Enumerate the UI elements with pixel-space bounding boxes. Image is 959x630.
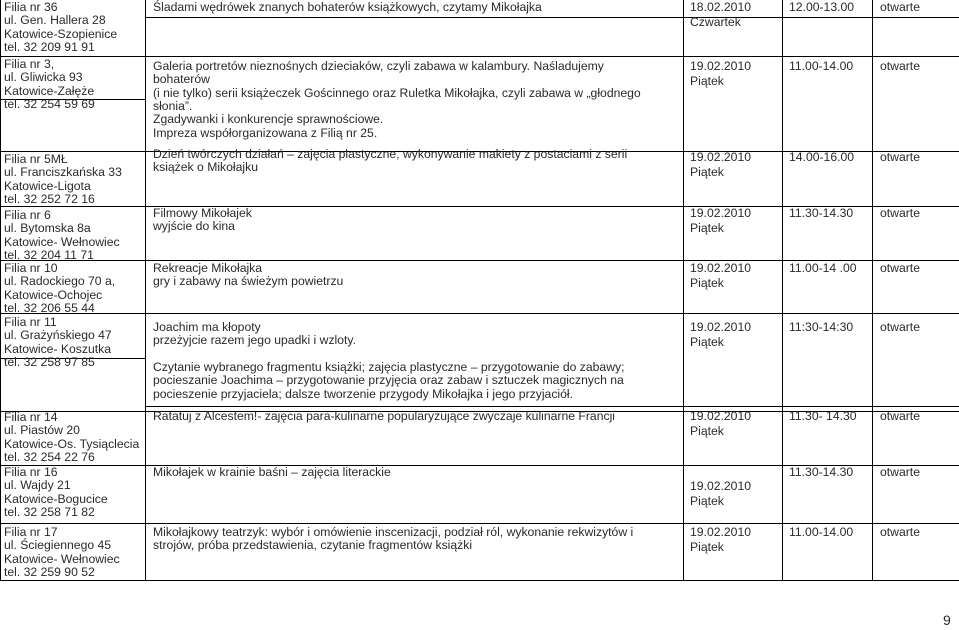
row-rule-left bbox=[0, 580, 146, 581]
time-cell: 14.00-16.00 bbox=[789, 150, 855, 164]
date-cell: 19.02.2010 bbox=[690, 479, 751, 493]
branch-line: tel. 32 206 55 44 bbox=[4, 300, 95, 315]
date-cell: 19.02.2010 bbox=[690, 409, 751, 423]
branch-line: Filia nr 6 bbox=[4, 208, 51, 222]
time-cell: 11.00-14.00 bbox=[789, 525, 854, 539]
branch-line: tel. 32 259 90 52 bbox=[4, 564, 95, 579]
weekday-cell: Czwartek bbox=[690, 15, 741, 29]
event-line: Śladami wędrówek znanych bohaterów książkowych, czytamy Mikołajka bbox=[153, 0, 542, 14]
status-cell: otwarte bbox=[880, 261, 920, 275]
time-cell: 11.00-14 .00 bbox=[789, 261, 857, 275]
branch-line: Filia nr 14 bbox=[4, 410, 58, 424]
weekday-cell: Piątek bbox=[690, 494, 724, 508]
date-cell: 19.02.2010 bbox=[690, 59, 751, 73]
branch-line: tel. 32 254 22 76 bbox=[4, 449, 95, 464]
branch-line: tel. 32 254 59 69 bbox=[4, 96, 95, 111]
row-rule-right bbox=[145, 406, 959, 407]
branch-line: Katowice-Os. Tysiąclecia bbox=[4, 436, 140, 451]
row-rule-right bbox=[145, 56, 959, 57]
event-line: Dzień twórczych działań – zajęcia plastyczne, wykonywanie makiety z postaciami z serii bbox=[153, 147, 628, 161]
branch-line: Katowice-Ochojec bbox=[4, 287, 103, 302]
weekday-cell: Piątek bbox=[690, 540, 724, 554]
weekday-cell: Piątek bbox=[690, 165, 724, 179]
column-rule-3 bbox=[782, 0, 783, 581]
status-cell: otwarte bbox=[880, 525, 920, 539]
weekday-cell: Piątek bbox=[690, 424, 724, 438]
event-line: przeżyjcie razem jego upadki i wzloty. bbox=[153, 333, 356, 348]
branch-line: ul. Piastów 20 bbox=[4, 423, 80, 438]
event-line: wyjście do kina bbox=[153, 219, 235, 234]
branch-line: tel. 32 258 71 82 bbox=[4, 504, 95, 519]
branch-line: ul. Radockiego 70 a, bbox=[4, 274, 116, 289]
event-line: strojów, próba przedstawienia, czytanie fragmentów książki bbox=[153, 538, 473, 553]
time-cell: 11.30-14.30 bbox=[789, 465, 854, 479]
branch-line: tel. 32 252 72 16 bbox=[4, 191, 95, 206]
time-cell: 11.30- 14.30 bbox=[789, 409, 857, 423]
branch-line: Katowice-Załęże bbox=[4, 83, 95, 98]
event-line: Rekreacje Mikołajka bbox=[153, 261, 263, 275]
row-rule-right bbox=[145, 523, 959, 524]
column-rule-4 bbox=[872, 0, 873, 581]
status-cell: otwarte bbox=[880, 206, 920, 220]
weekday-cell: Piątek bbox=[690, 74, 724, 88]
branch-line: tel. 32 204 11 71 bbox=[4, 247, 94, 262]
column-rule-1 bbox=[145, 0, 146, 581]
branch-line: Katowice-Szopienice bbox=[4, 26, 118, 41]
time-cell: 12.00-13.00 bbox=[789, 0, 855, 14]
branch-line: Filia nr 36 bbox=[4, 0, 58, 14]
branch-line: ul. Wajdy 21 bbox=[4, 478, 71, 493]
event-line: Mikołajkowy teatrzyk: wybór i omówienie inscenizacji, podział ról, wykonanie rekwizytów i bbox=[153, 525, 634, 539]
event-line: Galeria portretów nieznośnych dzieciaków, czyli zabawa w kalambury. Naśladujemy bbox=[153, 59, 604, 73]
branch-line: Filia nr 17 bbox=[4, 525, 58, 539]
event-line: Zgadywanki i konkurencje sprawnościowe. bbox=[153, 112, 384, 127]
event-line: książek o Mikołajku bbox=[153, 160, 258, 175]
weekday-cell: Piątek bbox=[690, 221, 724, 235]
event-line: Czytanie wybranego fragmentu książki; zajęcia plastyczne – przygotowanie do zabawy; bbox=[153, 359, 625, 374]
branch-line: ul. Gliwicka 93 bbox=[4, 70, 83, 85]
time-cell: 11.30-14.30 bbox=[789, 206, 854, 220]
branch-line: ul. Grażyńskiego 47 bbox=[4, 328, 112, 343]
weekday-cell: Piątek bbox=[690, 276, 724, 290]
status-cell: otwarte bbox=[880, 150, 920, 164]
row-rule-left bbox=[0, 523, 146, 524]
row-rule-right bbox=[145, 17, 959, 18]
branch-line: ul. Franciszkańska 33 bbox=[4, 165, 122, 180]
branch-line: Katowice- Koszutka bbox=[4, 341, 112, 356]
status-cell: otwarte bbox=[880, 59, 920, 73]
column-rule-left bbox=[0, 0, 1, 581]
date-cell: 18.02.2010 bbox=[690, 0, 751, 14]
event-line: Impreza współorganizowana z Filią nr 25. bbox=[153, 125, 378, 140]
date-cell: 19.02.2010 bbox=[690, 150, 751, 164]
branch-line: Katowice-Bogucice bbox=[4, 491, 108, 506]
event-line: Filmowy Mikołajek bbox=[153, 206, 252, 220]
status-cell: otwarte bbox=[880, 0, 920, 14]
date-cell: 19.02.2010 bbox=[690, 261, 751, 275]
status-cell: otwarte bbox=[880, 409, 920, 423]
branch-line: Filia nr 3, bbox=[4, 57, 55, 71]
branch-line: Filia nr 11 bbox=[4, 315, 57, 329]
branch-line: Filia nr 16 bbox=[4, 465, 58, 479]
event-line: Mikołajek w krainie baśni – zajęcia literackie bbox=[153, 465, 391, 479]
page-number: 9 bbox=[943, 612, 951, 628]
event-line: słonia”. bbox=[153, 98, 193, 113]
branch-line: Filia nr 5MŁ bbox=[4, 152, 68, 166]
date-cell: 19.02.2010 bbox=[690, 206, 751, 220]
date-cell: 19.02.2010 bbox=[690, 525, 751, 539]
row-rule-right bbox=[145, 580, 959, 581]
event-line: pocieszenie przyjaciela; dalsze tworzenie przygody Mikołajka i jego przyjaciół. bbox=[153, 386, 573, 401]
branch-line: Katowice- Wełnowiec bbox=[4, 551, 120, 566]
time-cell: 11.00-14.00 bbox=[789, 59, 854, 73]
branch-line: Katowice-Ligota bbox=[4, 178, 91, 193]
event-line: pocieszanie Joachima – przygotowanie przyjęcia oraz zabaw i sztuczek magicznych na bbox=[153, 373, 624, 388]
event-line: gry i zabawy na świeżym powietrzu bbox=[153, 274, 344, 289]
branch-line: tel. 32 258 97 85 bbox=[4, 354, 95, 369]
branch-line: tel. 32 209 91 91 bbox=[4, 39, 95, 54]
event-line: (i nie tylko) serii książeczek Gościnnego oraz Ruletka Mikołajka, czyli zabawa w „głodnego bbox=[153, 85, 641, 100]
event-line: Ratatuj z Alcestem!- zajęcia para-kulinarne popularyzujące zwyczaje kulinarne Francji bbox=[153, 409, 615, 423]
event-line: Joachim ma kłopoty bbox=[153, 320, 261, 334]
date-cell: 19.02.2010 bbox=[690, 320, 751, 334]
branch-line: Filia nr 10 bbox=[4, 261, 58, 275]
time-cell: 11:30-14:30 bbox=[789, 320, 854, 334]
event-line: bohaterów bbox=[153, 72, 210, 87]
status-cell: otwarte bbox=[880, 320, 920, 334]
column-rule-2 bbox=[683, 0, 684, 581]
branch-line: ul. Gen. Hallera 28 bbox=[4, 13, 106, 28]
status-cell: otwarte bbox=[880, 465, 920, 479]
branch-line: ul. Bytomska 8a bbox=[4, 221, 91, 236]
weekday-cell: Piątek bbox=[690, 335, 724, 349]
branch-line: Katowice- Wełnowiec bbox=[4, 234, 120, 249]
row-rule-right bbox=[145, 313, 959, 314]
branch-line: ul. Ściegiennego 45 bbox=[4, 538, 112, 553]
